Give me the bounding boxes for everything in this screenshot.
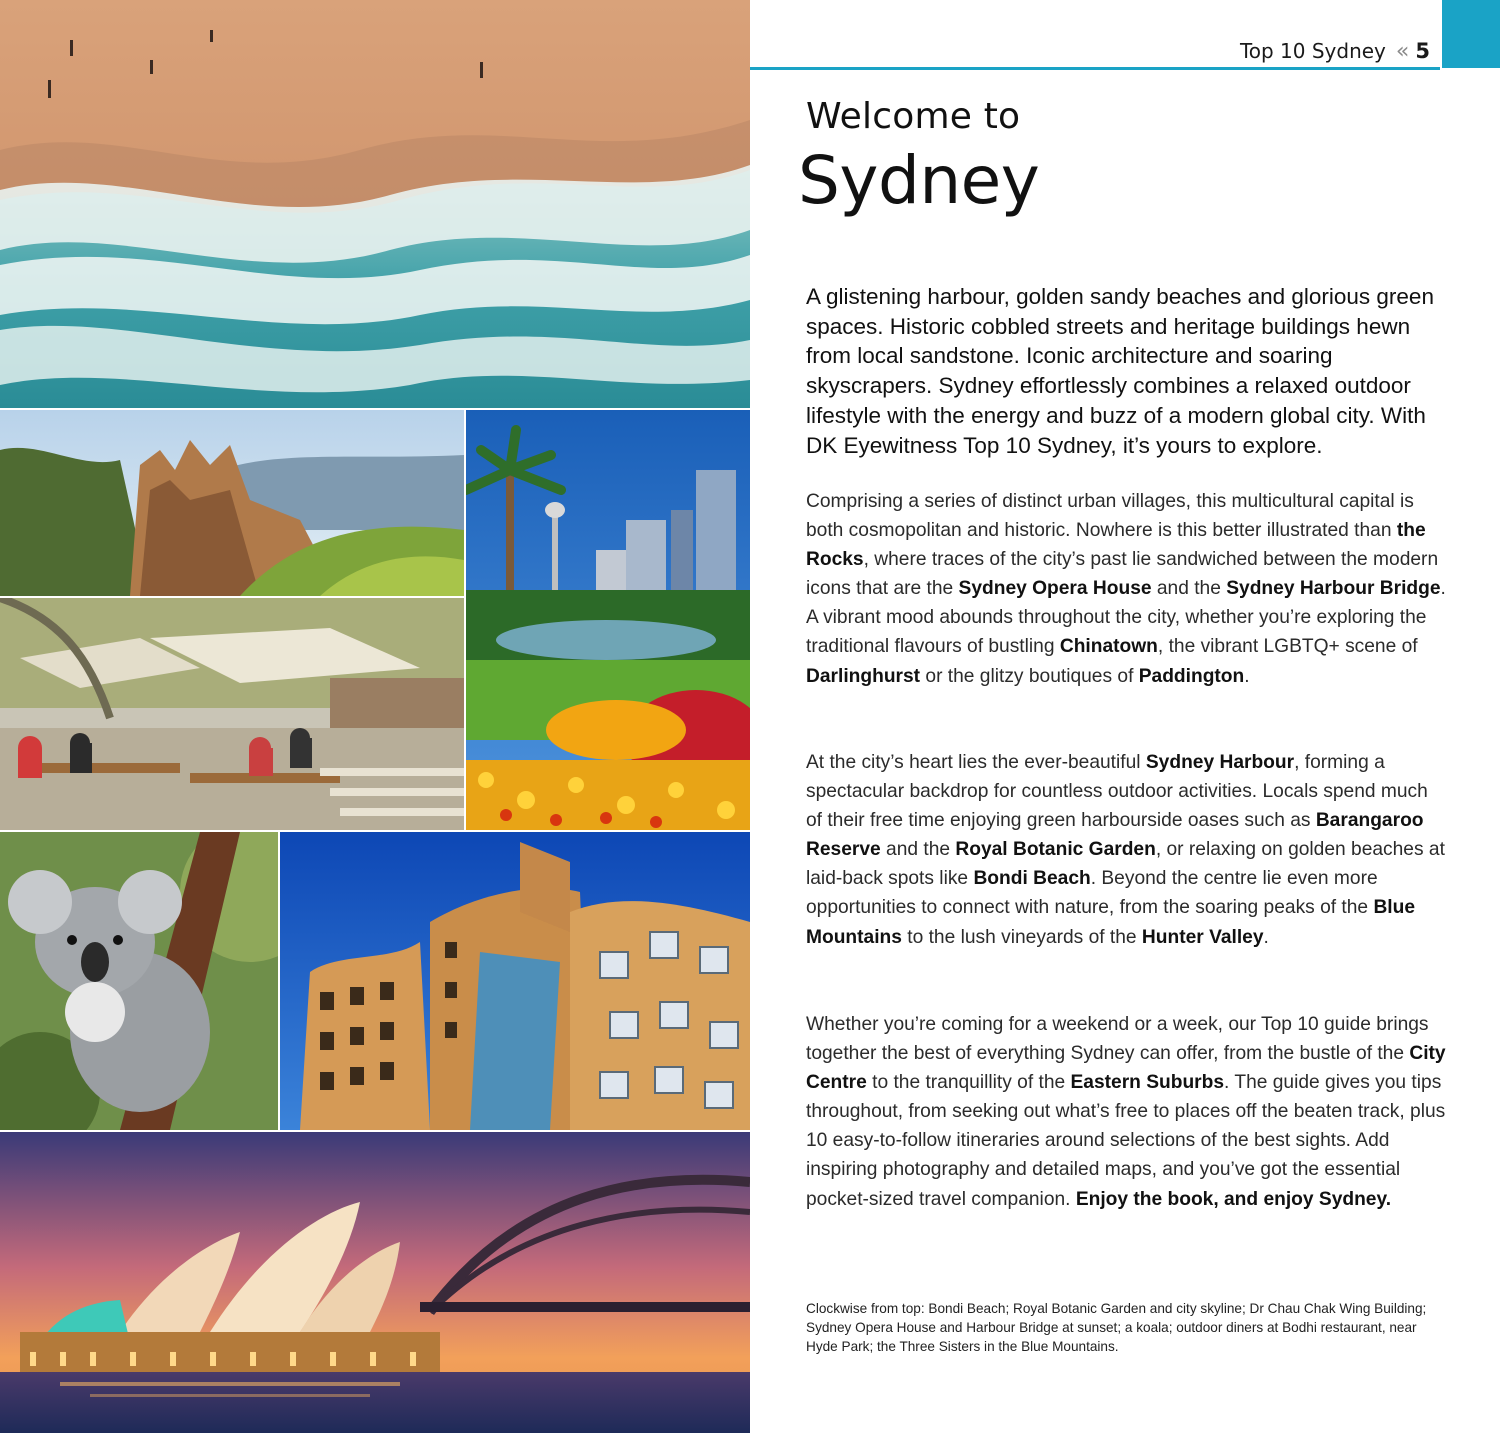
keyword-harbour-bridge: Sydney Harbour Bridge <box>1226 578 1441 600</box>
keyword-botanic-garden: Royal Botanic Garden <box>955 839 1156 861</box>
keyword-bondi-beach: Bondi Beach <box>973 868 1091 890</box>
photo-caption: Clockwise from top: Bondi Beach; Royal Botanic Garden and city skyline; Dr Chau Chak Wing Building; Sydney Opera House and Harbour Bridge at sunset; a koala; outdoor diners at Bodhi restaurant, near Hyde Park; the Three Sisters in the Blue Mountains. <box>806 1301 1427 1354</box>
photo-botanic-garden <box>466 410 750 830</box>
keyword-darlinghurst: Darlinghurst <box>806 665 921 687</box>
page-tab-marker <box>1442 0 1500 68</box>
keyword-hunter-valley: Hunter Valley <box>1141 926 1264 948</box>
body-paragraph-3: Whether you’re coming for a weekend or a week, our Top 10 guide brings together the best of everything Sydney can offer, from the bustle of the City Centre to the tranquillity of the Eastern Suburbs. The guide gives you tips throughout, from seeking out what’s free to places off the beaten track, plus 10 easy-to-follow itineraries around selections of the best sights. Add inspiring photography and detailed maps, and you’ve got the essential pocket-sized travel companion. Enjoy the book, and enjoy Sydney. <box>806 1014 1446 1210</box>
keyword-eastern-suburbs: Eastern Suburbs <box>1070 1072 1225 1094</box>
body-paragraph-2: At the city’s heart lies the ever-beautiful Sydney Harbour, forming a spectacular backdrop for countless outdoor activities. Locals spend much of their free time enjoying green harbourside oases such as Barangaroo Reserve and the Royal Botanic Garden, or relaxing on golden beaches at laid-back spots like Bondi Beach. Beyond the centre lie even more opportunities to connect with nature, from the soaring peaks of the Blue Mountains to the lush vineyards of the Hunter Valley. <box>806 752 1445 948</box>
keyword-city-centre: City Centre <box>806 1043 1446 1094</box>
title-line-1: Welcome to <box>806 96 1021 137</box>
header-rule <box>750 67 1440 70</box>
photo-outdoor-diners <box>0 598 464 830</box>
running-head <box>1140 36 1430 66</box>
chevron-left-icon: « <box>1395 38 1406 64</box>
page-number: 5 <box>1415 39 1430 63</box>
photo-chau-chak-wing-building <box>280 832 750 1130</box>
keyword-sydney-harbour: Sydney Harbour <box>1145 752 1295 773</box>
keyword-paddington: Paddington <box>1138 665 1245 687</box>
intro-paragraph: A glistening harbour, golden sandy beaches and glorious green spaces. Historic cobbled streets and heritage buildings hewn from local sandstone. Iconic architecture and soaring skyscrapers. Sydney effortlessly combines a relaxed outdoor lifestyle with the energy and buzz of a modern global city. With DK Eyewitness Top 10 Sydney, it’s yours to explore. <box>806 284 1434 458</box>
photo-opera-house-sunset <box>0 1132 750 1433</box>
keyword-blue-mountains: Blue Mountains <box>806 897 1416 948</box>
photo-bondi-beach <box>0 0 750 408</box>
keyword-opera-house: Sydney Opera House <box>958 578 1152 600</box>
keyword-barangaroo: Barangaroo Reserve <box>806 810 1424 861</box>
closing-line: Enjoy the book, and enjoy Sydney. <box>1075 1188 1392 1210</box>
title-line-2: Sydney <box>798 142 1040 219</box>
body-paragraph-1: Comprising a series of distinct urban villages, this multicultural capital is both cosmopolitan and historic. Nowhere is this better illustrated than the Rocks, where traces of the city’s past lie sandwiched between the modern icons that are the Sydney Opera House and the Sydney Harbour Bridge. A vibrant mood abounds throughout the city, whether you’re exploring the traditional flavours of bustling Chinatown, the vibrant LGBTQ+ scene of Darlinghurst or the glitzy boutiques of Paddington. <box>806 491 1446 687</box>
photo-three-sisters <box>0 410 464 596</box>
keyword-the-rocks: the Rocks <box>806 520 1426 571</box>
keyword-chinatown: Chinatown <box>1059 636 1158 658</box>
photo-koala <box>0 832 278 1130</box>
running-title: Top 10 Sydney <box>1239 39 1386 63</box>
